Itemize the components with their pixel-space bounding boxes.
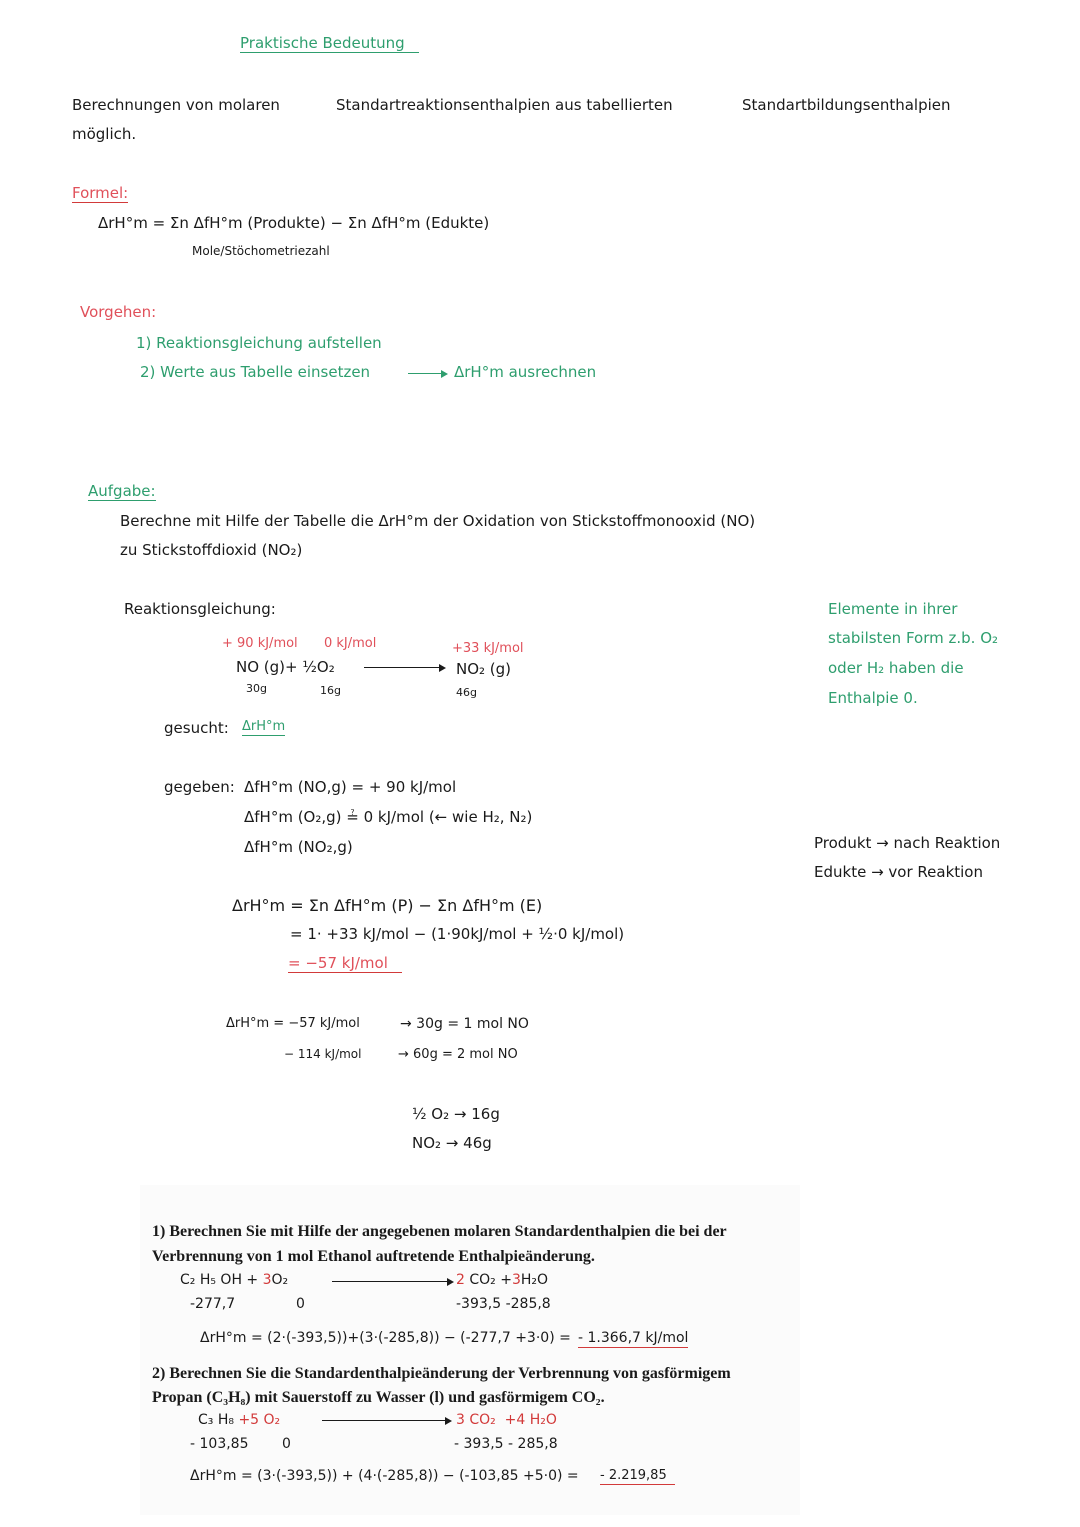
sought-value: ΔrH°m [242,719,286,734]
exercise2-result-expr: ΔrH°m = (3·(-393,5)) + (4·(-285,8)) − (-103,85 +5·0) = [190,1468,579,1484]
reaction-value-no2: +33 kJ/mol [452,641,524,656]
exercise1-eq-right: 2 CO₂ +3H₂O [456,1272,549,1288]
side-note-line4: Enthalpie 0. [828,689,918,707]
task-label: Aufgabe: [88,482,156,500]
procedure-step-2-result: ΔrH°m ausrechnen [454,363,597,381]
reaction-value-no: + 90 kJ/mol [222,636,298,651]
formula-equation: ΔrH°m = Σn ΔfH°m (Produkte) − Σn ΔfH°m (Edukte) [98,214,490,232]
reaction-mass-o2: 16g [320,684,341,697]
exercise2-val-o2: 0 [282,1436,291,1452]
exercise2-question-line1: 2) Berechnen Sie die Standardenthalpieänderung der Verbrennung von gasförmigem [152,1365,731,1382]
given-line1: ΔfH°m (NO,g) = + 90 kJ/mol [244,778,457,796]
intro-text-a: Berechnungen von molaren [72,96,280,114]
task-text-line2: zu Stickstoffdioxid (NO₂) [120,541,303,559]
side-note-line2: stabilsten Form z.b. O₂ [828,629,999,647]
scale-line-d: → 60g = 2 mol NO [398,1047,518,1062]
reaction-mass-no2: 46g [456,686,477,699]
exercise1-eq-left: C₂ H₅ OH + 3O₂ [180,1272,289,1288]
formula-label: Formel: [72,184,129,202]
reaction-mass-no: 30g [246,682,267,695]
exercise2-eq-left: C₃ H₈ +5 O₂ [198,1412,281,1428]
scale-line-f: NO₂ → 46g [412,1134,492,1152]
given-line3: ΔfH°m (NO₂,g) [244,838,353,856]
scale-line-a: ΔrH°m = −57 kJ/mol [226,1016,360,1031]
product-note-line2: Edukte → vor Reaktion [814,863,983,881]
exercise1-arrow-icon [332,1281,452,1282]
procedure-step-2: 2) Werte aus Tabelle einsetzen [140,363,371,381]
intro-text-b: Standartreaktionsenthalpien aus tabellierten [336,96,673,114]
sought-label: gesucht: [164,719,229,737]
calc-line1: ΔrH°m = Σn ΔfH°m (P) − Σn ΔfH°m (E) [232,896,543,915]
scale-line-b: − 114 kJ/mol [284,1047,362,1061]
exercise1-result-value: - 1.366,7 kJ/mol [578,1330,689,1346]
reaction-left-side: NO (g)+ ½O₂ [236,658,335,676]
side-note-line3: oder H₂ haben die [828,659,964,677]
scale-line-c: → 30g = 1 mol NO [400,1016,529,1032]
exercise1-question-line2: Verbrennung von 1 mol Ethanol auftretende Enthalpieänderung. [152,1248,595,1265]
formula-note: Mole/Stöchometriezahl [192,244,330,258]
page-title: Praktische Bedeutung [240,34,419,53]
given-line2: ΔfH°m (O₂,g) ≟ 0 kJ/mol (← wie H₂, N₂) [244,808,533,826]
intro-text-line2: möglich. [72,125,137,143]
procedure-arrow-icon [408,373,446,374]
exercise1-val-right: -393,5 -285,8 [456,1296,551,1312]
reaction-right-side: NO₂ (g) [456,660,512,678]
exercise2-arrow-icon [322,1420,450,1421]
reaction-arrow-icon [364,667,444,668]
exercise2-val-propane: - 103,85 [190,1436,249,1452]
exercise2-question-line2: Propan (C₃H₈) mit Sauerstoff zu Wasser (l) und gasförmigem CO₂. [152,1389,605,1406]
exercise1-question-line1: 1) Berechnen Sie mit Hilfe der angegebenen molaren Standardenthalpien die bei der [152,1223,727,1240]
reaction-label: Reaktionsgleichung: [124,600,276,618]
procedure-step-1: 1) Reaktionsgleichung aufstellen [136,334,382,352]
calc-result: = −57 kJ/mol [288,954,402,973]
exercise2-val-right: - 393,5 - 285,8 [454,1436,558,1452]
intro-text-c: Standartbildungsenthalpien [742,96,951,114]
given-label: gegeben: [164,778,235,796]
exercise1-val-o2: 0 [296,1296,305,1312]
reaction-value-o2: 0 kJ/mol [324,636,377,651]
exercise1-val-ethanol: -277,7 [190,1296,236,1312]
calc-line2: = 1· +33 kJ/mol − (1·90kJ/mol + ½·0 kJ/mol) [290,925,625,943]
exercise2-eq-right: 3 CO₂ +4 H₂O [456,1412,557,1428]
side-note-line1: Elemente in ihrer [828,600,958,618]
scale-line-e: ½ O₂ → 16g [412,1105,500,1123]
exercise2-result-value: - 2.219,85 [600,1468,675,1485]
exercise1-result-expr: ΔrH°m = (2·(-393,5))+(3·(-285,8)) − (-277,7 +3·0) = [200,1330,571,1346]
procedure-label: Vorgehen: [80,303,157,321]
task-text-line1: Berechne mit Hilfe der Tabelle die ΔrH°m der Oxidation von Stickstoffmonooxid (NO) [120,512,756,530]
product-note-line1: Produkt → nach Reaktion [814,834,1001,852]
